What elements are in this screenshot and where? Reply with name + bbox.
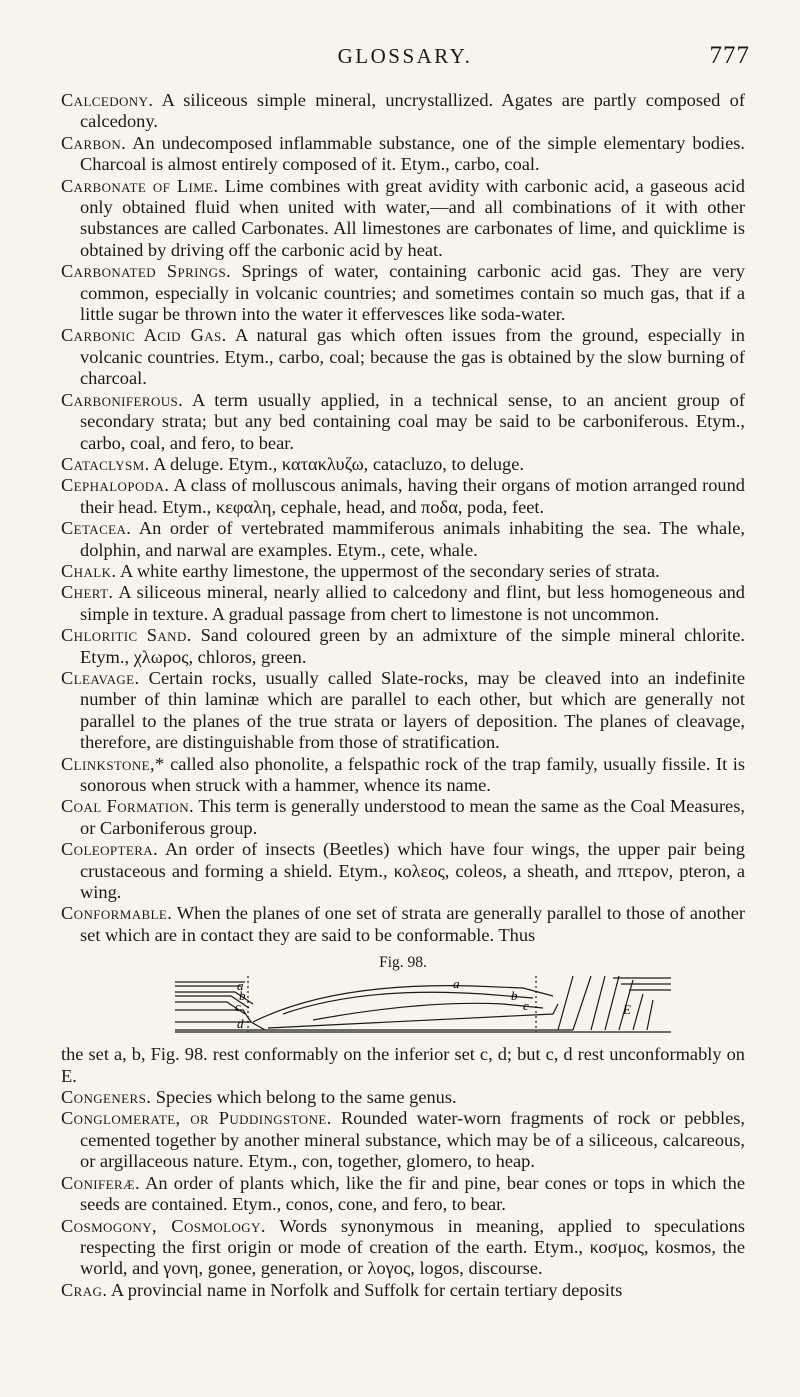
entry-definition: Lime combines with great avidity with carbonic acid, a gaseous acid only obtained fluid when united with water,—and all combinations of it with other substances are called Carbonates. All limestones are carbonates of lime, and quicklime is obtained by driving off the carbonic acid by heat.: [80, 175, 745, 260]
entry-term: Chloritic Sand.: [61, 625, 192, 646]
figure-label-b: b: [239, 988, 246, 1004]
glossary-entry: [61, 1087, 745, 1108]
page-header: [60, 42, 750, 72]
entry-definition: A siliceous mineral, nearly allied to calcedony and flint, but less homogeneous and simple in texture. A gradual passage from chert to limestone is not uncommon.: [80, 582, 745, 624]
entry-definition: A provincial name in Norfolk and Suffolk for certain tertiary deposits: [107, 1279, 623, 1300]
glossary-entries: [61, 90, 745, 1301]
entry-term: Chalk.: [61, 560, 117, 581]
running-title: GLOSSARY.: [337, 44, 473, 68]
entry-term: Clinkstone,*: [61, 753, 165, 774]
glossary-entry: [61, 1108, 745, 1172]
glossary-entry: [61, 518, 745, 561]
page-number: 777: [709, 42, 750, 69]
figure-label-a2: a: [453, 976, 460, 992]
glossary-entry: [61, 90, 745, 133]
entry-term: Conglomerate, or Puddingstone.: [61, 1108, 332, 1129]
entry-term: Cephalopoda.: [61, 475, 170, 496]
figure-label-c: c: [235, 999, 241, 1015]
entry-term: Calcedony.: [61, 90, 154, 110]
glossary-entry: [61, 754, 745, 797]
entry-definition: Sand coloured green by an admixture of the simple mineral chlorite. Etym., χλωρος, chloros, green.: [80, 625, 746, 667]
entry-term: Cleavage.: [61, 667, 140, 688]
entry-definition: Rounded water-worn fragments of rock or pebbles, cemented together by another mineral substance, which may be of a siliceous, calcareous, or argillaceous nature. Etym., con, together, glomero, to heap.: [80, 1108, 745, 1172]
entry-term: Crag.: [61, 1279, 108, 1300]
entry-term: Carbon.: [61, 132, 127, 153]
entry-definition: An order of insects (Beetles) which have four wings, the upper pair being crustaceous and forming a shield. Etym., κολεος, coleos, a sheath, and πτερον, pteron, a wing.: [80, 839, 745, 903]
figure-label-b2: b: [511, 988, 518, 1004]
glossary-entry: [61, 668, 745, 754]
glossary-entry: [61, 325, 745, 389]
entry-term: Carbonic Acid Gas.: [61, 325, 227, 346]
entry-term: Carbonate of Lime.: [61, 175, 219, 196]
glossary-entry: [61, 839, 745, 903]
glossary-entry: [61, 261, 745, 325]
entry-definition: Certain rocks, usually called Slate-rocks, may be cleaved into an indefinite number of thin laminæ which are parallel to each other, but which are generally not parallel to the planes of the true strata or layers of deposition. The planes of cleavage, therefore, are distinguishable from those of stratification.: [80, 667, 745, 753]
entry-term: Chert.: [61, 582, 114, 603]
entry-definition: An order of plants which, like the fir and pine, bear cones or tops in which the seeds are contained. Etym., conos, cone, and fero, to bear.: [80, 1172, 745, 1215]
glossary-entry: [61, 903, 745, 946]
glossary-entry: [61, 390, 745, 454]
figure-caption: Fig. 98.: [379, 954, 427, 972]
entry-term: Congeners.: [61, 1087, 152, 1108]
glossary-entry: [61, 475, 745, 518]
entry-definition: When the planes of one set of strata are generally parallel to those of another set which are in contact they are said to be conformable. Thus: [80, 903, 745, 945]
figure-label-c2: c: [523, 998, 529, 1014]
figure-98: [61, 952, 745, 1038]
entry-definition: A white earthy limestone, the uppermost of the secondary series of strata.: [116, 560, 660, 581]
figure-label-e: E: [623, 1002, 631, 1018]
entry-term: Cataclysm.: [61, 453, 150, 474]
entry-term: Conformable.: [61, 903, 173, 924]
figure-label-d: d: [237, 1016, 244, 1032]
entry-term: Cetacea.: [61, 518, 132, 539]
strata-diagram: [173, 974, 673, 1034]
entry-term: Coal Formation.: [61, 796, 195, 817]
entry-definition: An order of vertebrated mammiferous animals inhabiting the sea. The whale, dolphin, and narwal are examples. Etym., cete, whale.: [80, 518, 745, 560]
glossary-entry: [61, 582, 745, 625]
glossary-entry: [61, 1173, 745, 1216]
entry-definition: A deluge. Etym., κατακλυζω, catacluzo, to deluge.: [149, 453, 525, 474]
entry-definition: Species which belong to the same genus.: [151, 1087, 457, 1108]
entry-definition: Words synonymous in meaning, applied to speculations respecting the first origin or mode of creation of the earth. Etym., κοσμος, kosmos, the world, and γονη, gonee, generation, or λογος, logos, discourse.: [80, 1215, 746, 1279]
glossary-entry: [61, 561, 745, 582]
glossary-entry: [61, 176, 745, 262]
entry-term: Coleoptera.: [61, 839, 159, 860]
glossary-entry: [61, 133, 745, 176]
glossary-entry: [61, 625, 745, 668]
entry-term: Coniferæ.: [61, 1172, 140, 1193]
entry-definition: An undecomposed inflammable substance, one of the simple elementary bodies. Charcoal is almost entirely composed of it. Etym., carbo, coal.: [80, 132, 745, 175]
entry-definition: A class of molluscous animals, having their organs of motion arranged round their head. Etym., κεφαλη, cephale, head, and ποδα, poda, feet.: [80, 475, 745, 517]
glossary-entry: [61, 1216, 745, 1280]
entry-definition: called also phonolite, a felspathic rock of the trap family, usually fissile. It is sonorous when struck with a hammer, whence its name.: [80, 753, 745, 795]
figure-label-a: a: [237, 978, 244, 994]
entry-definition: Springs of water, containing carbonic acid gas. They are very common, especially in volcanic countries; and sometimes contain so much gas, that if a little sugar be thrown into the water it effervesces like soda-water.: [80, 261, 745, 325]
figure-continuation: the set a, b, Fig. 98. rest conformably on the inferior set c, d; but c, d rest unconformably on E.: [61, 1044, 745, 1086]
entry-term: Cosmogony, Cosmology.: [61, 1215, 266, 1236]
entry-term: Carbonated Springs.: [61, 261, 232, 282]
glossary-entry: [61, 1280, 745, 1301]
glossary-entry: [61, 796, 745, 839]
glossary-entry: [61, 454, 745, 475]
entry-definition: This term is generally understood to mean the same as the Coal Measures, or Carboniferous group.: [80, 796, 745, 838]
entry-definition: A term usually applied, in a technical sense, to an ancient group of secondary strata; but any bed containing coal may be said to be carboniferous. Etym., carbo, coal, and fero, to bear.: [80, 389, 745, 453]
entry-definition: A siliceous simple mineral, uncrystallized. Agates are partly composed of calcedony.: [80, 90, 745, 132]
entry-term: Carboniferous.: [61, 389, 184, 410]
entry-definition: A natural gas which often issues from the ground, especially in volcanic countries. Etym., carbo, coal; because the gas is obtained by the slow burning of charcoal.: [80, 325, 745, 389]
